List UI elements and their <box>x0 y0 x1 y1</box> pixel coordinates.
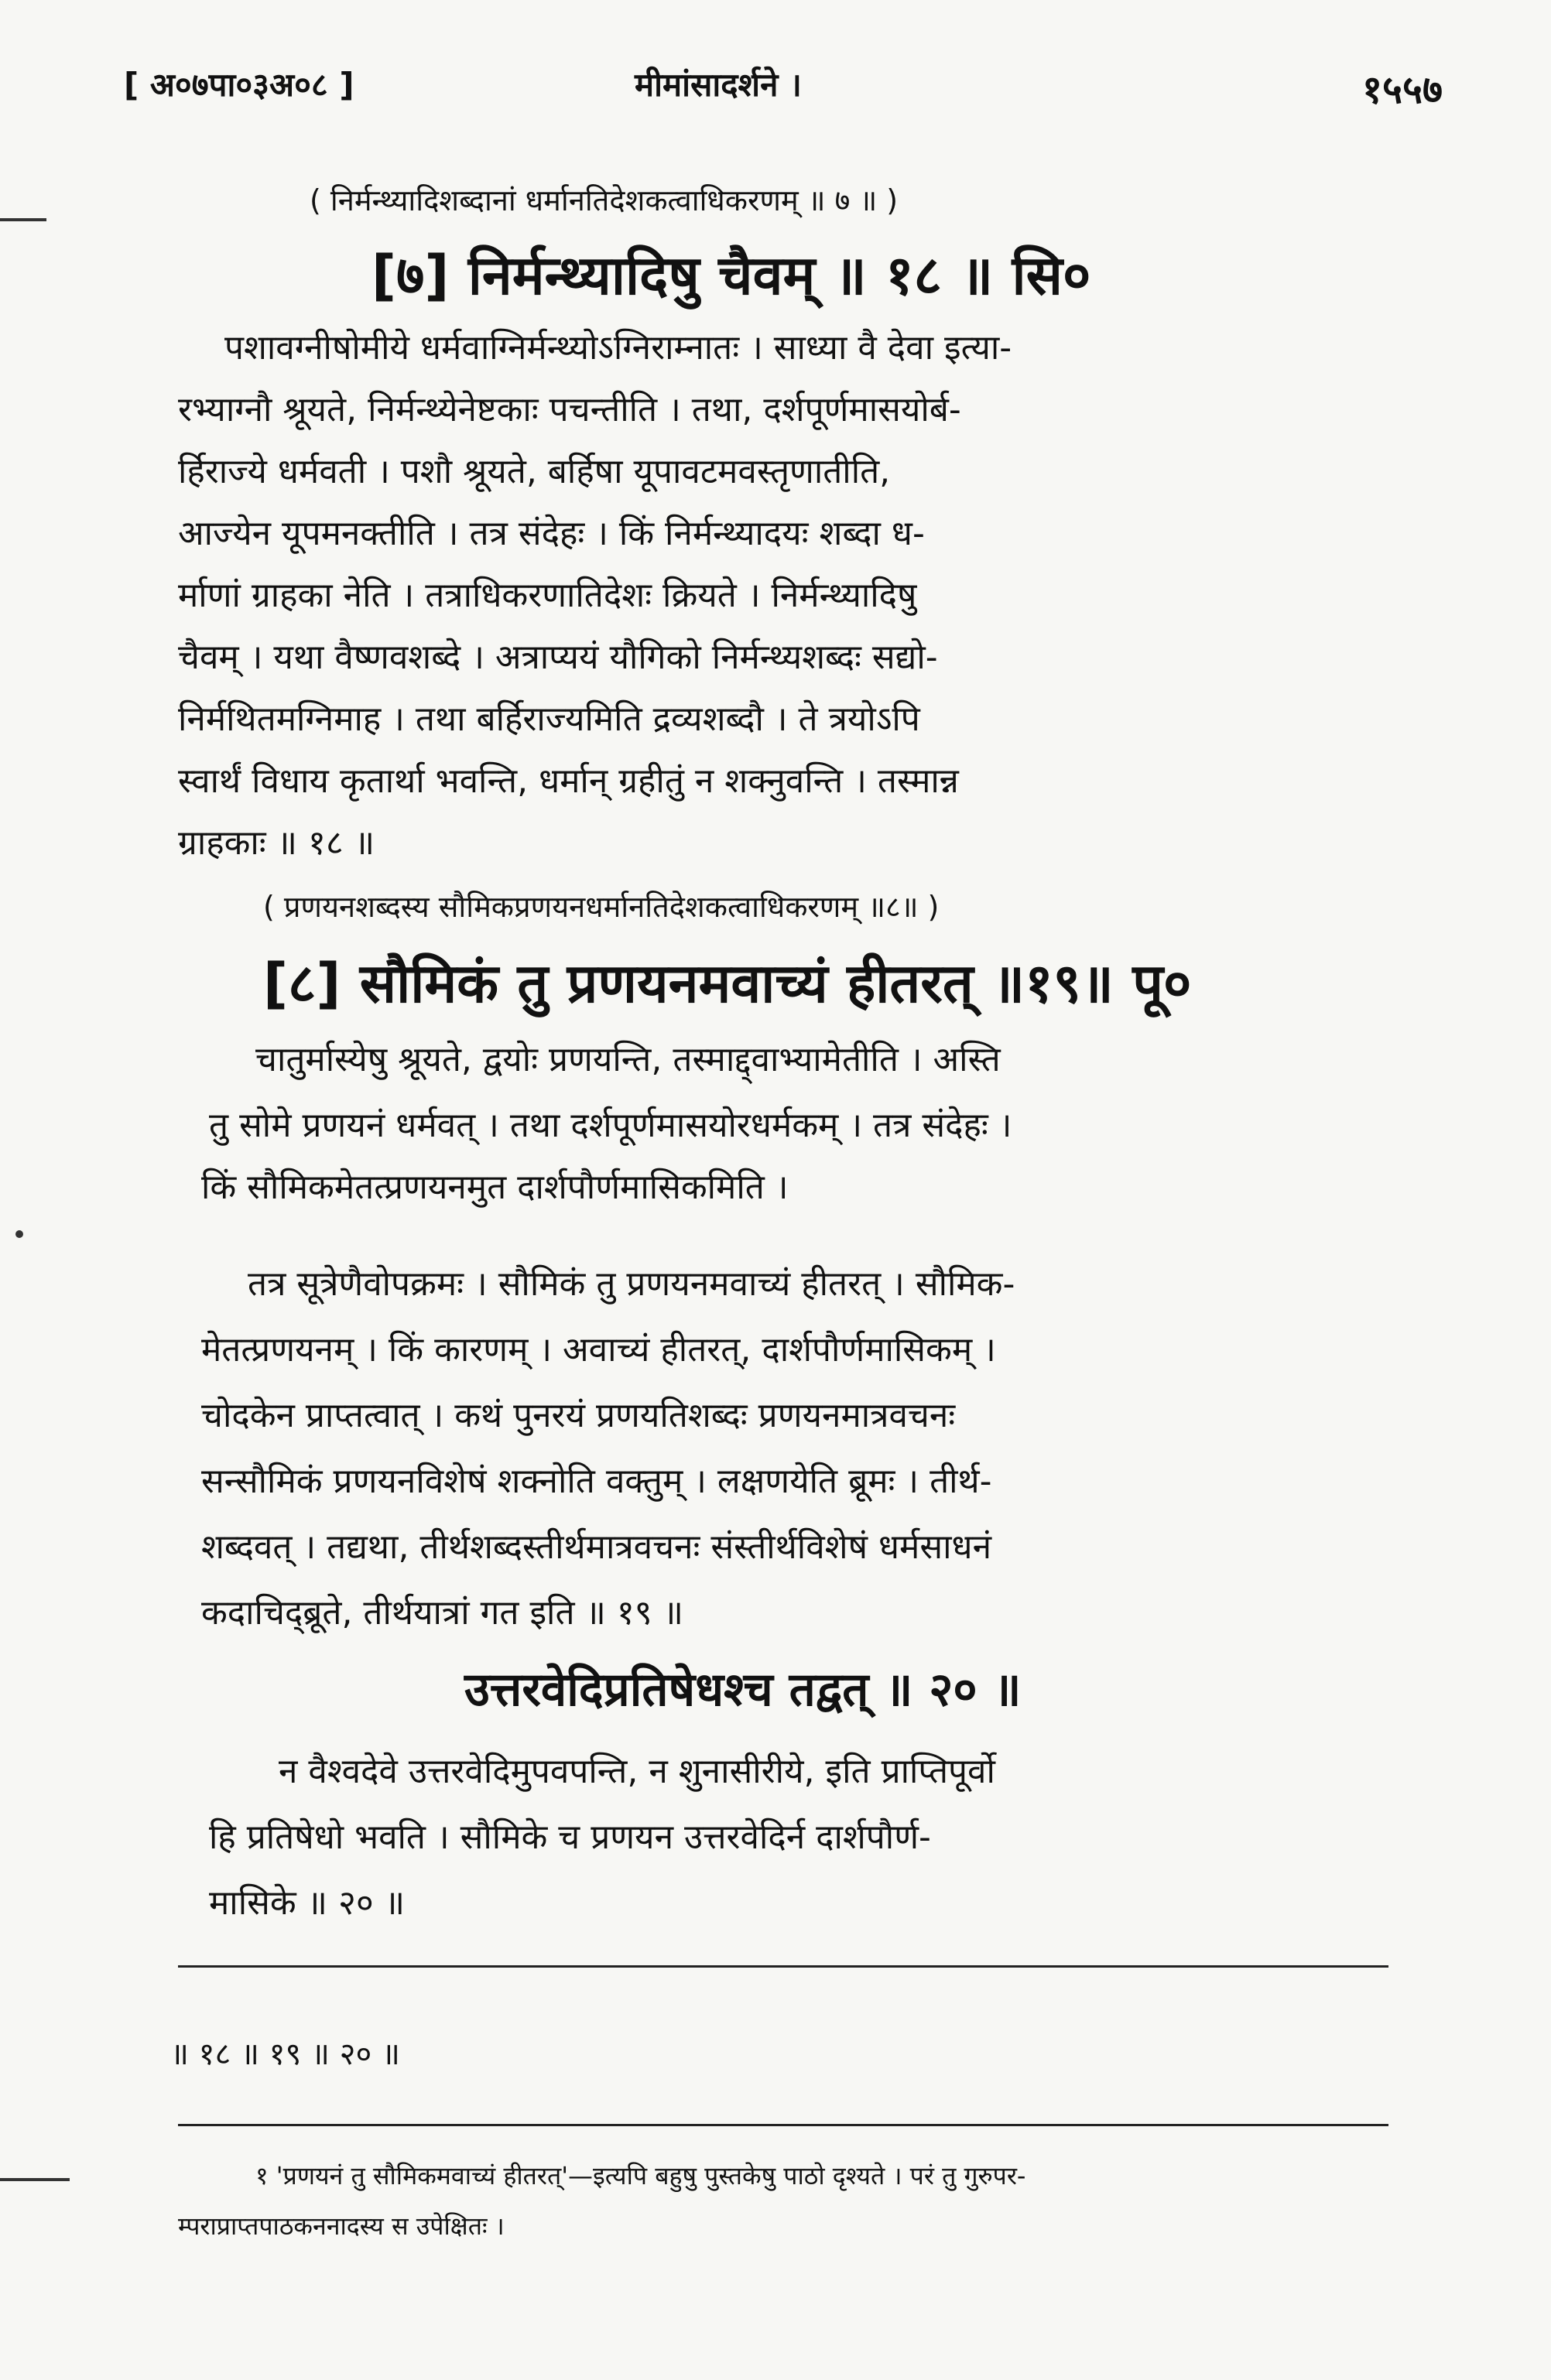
commentary-line: मासिके ॥ २० ॥ <box>209 1883 406 1923</box>
page-number: १५५७ <box>1362 67 1443 112</box>
commentary-line: पशावग्नीषोमीये धर्मवाग्निर्मन्थ्योऽग्निराम्नातः । साध्या वै देवा इत्या- <box>224 328 1012 368</box>
commentary-line: स्वार्थं विधाय कृतार्था भवन्ति, धर्मान् ग्रहीतुं न शक्नुवन्ति । तस्मान्न <box>178 761 959 801</box>
adhikarana-heading-8: ( प्रणयनशब्दस्य सौमिकप्रणयनधर्मानतिदेशकत्वाधिकरणम् ॥८॥ ) <box>263 890 940 924</box>
commentary-line: आज्येन यूपमनक्तीति । तत्र संदेहः । किं निर्मन्थ्यादयः शब्दा ध- <box>178 514 925 553</box>
commentary-line: चैवम् । यथा वैष्णवशब्दे । अत्राप्ययं यौगिको निर्मन्थ्यशब्दः सद्यो- <box>178 638 938 677</box>
commentary-line: चोदकेन प्राप्तत्वात् । कथं पुनरयं प्रणयतिशब्दः प्रणयनमात्रवचनः <box>201 1396 956 1435</box>
commentary-line: र्हिराज्ये धर्मवती । पशौ श्रूयते, बर्हिषा यूपावटमवस्तृणातीति, <box>178 452 891 491</box>
page-header <box>124 54 1443 124</box>
commentary-line: मेतत्प्रणयनम् । किं कारणम् । अवाच्यं हीतरत्, दार्शपौर्णमासिकम् । <box>201 1330 996 1370</box>
commentary-line: सन्सौमिकं प्रणयनविशेषं शक्नोति वक्तुम् । लक्षणयेति ब्रूमः । तीर्थ- <box>201 1462 992 1501</box>
sutra-19: [८] सौमिकं तु प्रणयनमवाच्यं हीतरत् ॥१९॥ पू० <box>263 952 1192 1015</box>
commentary-line: कदाचिद्ब्रूते, तीर्थयात्रां गत इति ॥ १९ ॥ <box>201 1593 683 1633</box>
sutra-18: [७] निर्मन्थ्यादिषु चैवम् ॥ १८ ॥ सि० <box>371 244 1091 307</box>
commentary-line: तु सोमे प्रणयनं धर्मवत् । तथा दर्शपूर्णमासयोरधर्मकम् । तत्र संदेहः । <box>209 1106 1012 1145</box>
commentary-line: हि प्रतिषेधो भवति । सौमिके च प्रणयन उत्तरवेदिर्न दार्शपौर्ण- <box>209 1817 931 1857</box>
footnote-line: म्पराप्राप्तपाठकननादस्य स उपेक्षितः । <box>178 2211 505 2241</box>
scan-mark <box>0 218 46 221</box>
commentary-line: निर्मथितमग्निमाह । तथा बर्हिराज्यमिति द्रव्यशब्दौ । ते त्रयोऽपि <box>178 699 920 739</box>
footnote-divider <box>178 2124 1388 2126</box>
commentary-line: शब्दवत् । तद्यथा, तीर्थशब्दस्तीर्थमात्रवचनः संस्तीर्थविशेषं धर्मसाधनं <box>201 1527 991 1567</box>
chapter-reference: [ अ०७पा०३अ०८ ] <box>124 66 354 104</box>
commentary-line: ग्राहकाः ॥ १८ ॥ <box>178 823 375 863</box>
commentary-line: न वैश्वदेवे उत्तरवेदिमुपवपन्ति, न शुनासीरीये, इति प्राप्तिपूर्वो <box>279 1752 995 1791</box>
running-title: मीमांसादर्शने । <box>635 66 802 104</box>
commentary-line: किं सौमिकमेतत्प्रणयनमुत दार्शपौर्णमासिकमिति । <box>201 1168 789 1207</box>
sutra-reference-list: ॥ १८ ॥ १९ ॥ २० ॥ <box>170 2036 400 2072</box>
commentary-line: रभ्याग्नौ श्रूयते, निर्मन्थ्येनेष्टकाः पचन्तीति । तथा, दर्शपूर्णमासयोर्ब- <box>178 390 961 429</box>
scan-mark <box>15 1230 23 1238</box>
commentary-line: तत्र सूत्रेणैवोपक्रमः । सौमिकं तु प्रणयनमवाच्यं हीतरत् । सौमिक- <box>248 1264 1015 1304</box>
scan-mark <box>0 2178 70 2181</box>
sutra-20: उत्तरवेदिप्रतिषेधश्च तद्वत् ॥ २० ॥ <box>464 1663 1022 1717</box>
section-divider <box>178 1965 1388 1968</box>
adhikarana-heading-7: ( निर्मन्थ्यादिशब्दानां धर्मानतिदेशकत्वाधिकरणम् ॥ ७ ॥ ) <box>310 183 899 217</box>
commentary-line: र्माणां ग्राहका नेति । तत्राधिकरणातिदेशः क्रियते । निर्मन्थ्यादिषु <box>178 576 917 615</box>
commentary-line: चातुर्मास्येषु श्रूयते, द्वयोः प्रणयन्ति, तस्माद्द्वाभ्यामेतीति । अस्ति <box>255 1040 1001 1079</box>
footnote-line: १ 'प्रणयनं तु सौमिकमवाच्यं हीतरत्'—इत्यपि बहुषु पुस्तकेषु पाठो दृश्यते । परं तु गुरुपर- <box>255 2161 1026 2190</box>
